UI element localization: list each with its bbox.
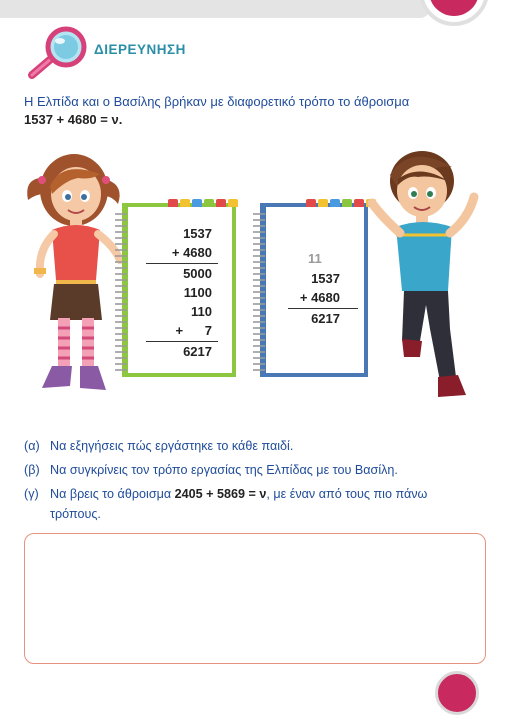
elpida-row-5: 110 [191, 304, 212, 319]
question-c-equation: 2405 + 5869 = ν [174, 487, 267, 501]
elpida-row-4: 1100 [183, 285, 212, 300]
elpida-row-1: 1537 [183, 226, 212, 241]
question-c-mark: (γ) [24, 487, 39, 501]
question-b-mark: (β) [24, 463, 40, 477]
notebook-spiral [115, 213, 127, 373]
vasilis-row-1: 1537 [311, 271, 340, 286]
elpida-sum-line-2 [146, 341, 218, 342]
elpida-notebook [122, 203, 236, 377]
question-c-text-after: , με έναν από τους πιο πάνω [266, 487, 428, 501]
notebook-spiral [253, 213, 265, 373]
top-bar [0, 0, 430, 18]
page-badge [419, 0, 489, 26]
elpida-illustration [22, 150, 130, 400]
answer-box[interactable] [24, 533, 486, 664]
vasilis-row-2: + 4680 [299, 290, 340, 305]
question-b [24, 460, 398, 480]
vasilis-notebook [260, 203, 368, 377]
elpida-row-3: 5000 [183, 266, 212, 281]
vasilis-row-3: 6217 [311, 311, 340, 326]
magnifier-icon [22, 25, 90, 83]
section-title: ΔΙΕΡΕΥΝΗΣΗ [94, 42, 186, 57]
question-c-text: Να βρεις το άθροισμα [50, 487, 175, 501]
question-c-continuation: τρόπους. [50, 507, 101, 521]
elpida-sum-line-1 [146, 263, 218, 264]
question-a [24, 436, 293, 456]
question-a-mark: (α) [24, 439, 40, 453]
elpida-row-2: + 4680 [171, 245, 212, 260]
page-corner-badge [435, 671, 479, 715]
vasilis-illustration [360, 145, 490, 407]
vasilis-carry: 11 [308, 251, 322, 266]
question-b-text: Να συγκρίνεις τον τρόπο εργασίας της Ελπίδας με του Βασίλη. [50, 463, 398, 477]
intro-text: Η Ελπίδα και ο Βασίλης βρήκαν με διαφορετικό τρόπο το άθροισμα [24, 94, 410, 109]
notebook-tabs [168, 199, 238, 207]
question-a-text: Να εξηγήσεις πώς εργάστηκε το κάθε παιδί. [50, 439, 294, 453]
elpida-row-7: 6217 [183, 344, 212, 359]
question-c [24, 484, 427, 504]
intro-equation: 1537 + 4680 = ν. [24, 112, 123, 127]
vasilis-sum-line [288, 308, 358, 309]
elpida-row-6: + 7 [175, 323, 212, 338]
